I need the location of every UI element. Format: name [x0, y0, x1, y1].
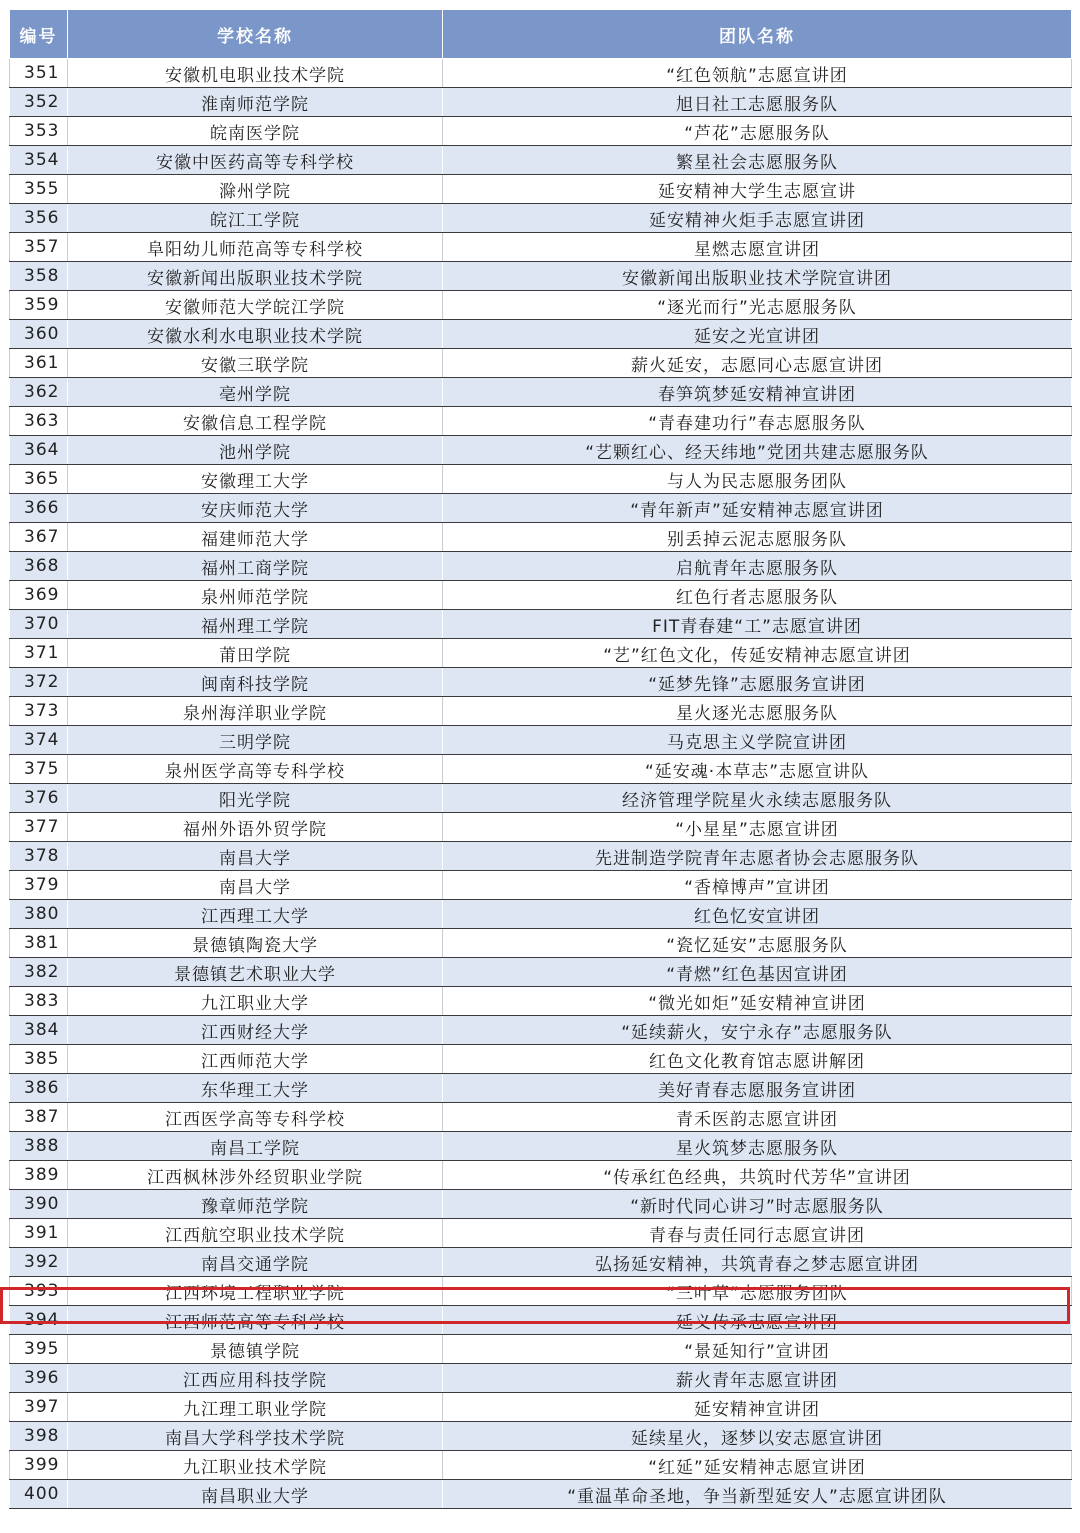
cell-number: 372	[10, 668, 68, 697]
cell-school-name: 江西应用科技学院	[68, 1364, 443, 1393]
table-row	[10, 1364, 1072, 1393]
cell-school-name: 淮南师范学院	[68, 88, 443, 117]
cell-school-name: 江西理工大学	[68, 900, 443, 929]
table-row	[10, 204, 1072, 233]
cell-number: 366	[10, 494, 68, 523]
table-row	[10, 900, 1072, 929]
cell-number: 362	[10, 378, 68, 407]
cell-team-name: “艺颗红心、经天纬地”党团共建志愿服务队	[443, 436, 1072, 465]
cell-school-name: 南昌工学院	[68, 1132, 443, 1161]
table-row	[10, 1132, 1072, 1161]
cell-school-name: 九江职业大学	[68, 987, 443, 1016]
cell-team-name: 别丢掉云泥志愿服务队	[443, 523, 1072, 552]
cell-school-name: 江西师范高等专科学校	[68, 1306, 443, 1335]
cell-school-name: 三明学院	[68, 726, 443, 755]
cell-school-name: 泉州海洋职业学院	[68, 697, 443, 726]
cell-school-name: 南昌大学科学技术学院	[68, 1422, 443, 1451]
cell-team-name: “延续薪火，安宁永存”志愿服务队	[443, 1016, 1072, 1045]
cell-number: 395	[10, 1335, 68, 1364]
cell-team-name: 延安精神大学生志愿宣讲	[443, 175, 1072, 204]
cell-team-name: 与人为民志愿服务团队	[443, 465, 1072, 494]
table-body	[10, 59, 1072, 1509]
cell-team-name: 青春与责任同行志愿宣讲团	[443, 1219, 1072, 1248]
cell-number: 358	[10, 262, 68, 291]
table-row	[10, 146, 1072, 175]
cell-school-name: 江西航空职业技术学院	[68, 1219, 443, 1248]
cell-number: 360	[10, 320, 68, 349]
cell-team-name: 延安之光宣讲团	[443, 320, 1072, 349]
cell-school-name: 安徽三联学院	[68, 349, 443, 378]
cell-school-name: 南昌大学	[68, 871, 443, 900]
cell-team-name: 春笋筑梦延安精神宣讲团	[443, 378, 1072, 407]
table-row	[10, 552, 1072, 581]
cell-school-name: 南昌交通学院	[68, 1248, 443, 1277]
cell-team-name: “景延知行”宣讲团	[443, 1335, 1072, 1364]
cell-team-name: 安徽新闻出版职业技术学院宣讲团	[443, 262, 1072, 291]
cell-number: 386	[10, 1074, 68, 1103]
table-row	[10, 320, 1072, 349]
cell-school-name: 安徽中医药高等专科学校	[68, 146, 443, 175]
cell-school-name: 闽南科技学院	[68, 668, 443, 697]
cell-number: 390	[10, 1190, 68, 1219]
cell-team-name: “红延”延安精神志愿宣讲团	[443, 1451, 1072, 1480]
cell-school-name: 滁州学院	[68, 175, 443, 204]
cell-number: 374	[10, 726, 68, 755]
table-row	[10, 929, 1072, 958]
cell-number: 373	[10, 697, 68, 726]
cell-number: 376	[10, 784, 68, 813]
cell-school-name: 莆田学院	[68, 639, 443, 668]
cell-school-name: 东华理工大学	[68, 1074, 443, 1103]
table-row	[10, 987, 1072, 1016]
cell-team-name: “红色领航”志愿宣讲团	[443, 59, 1072, 88]
table-row	[10, 871, 1072, 900]
cell-school-name: 江西枫林涉外经贸职业学院	[68, 1161, 443, 1190]
table-row	[10, 494, 1072, 523]
table-row	[10, 175, 1072, 204]
cell-school-name: 江西环境工程职业学院	[68, 1277, 443, 1306]
cell-school-name: 泉州师范学院	[68, 581, 443, 610]
cell-school-name: 安庆师范大学	[68, 494, 443, 523]
cell-team-name: FIT青春建“工”志愿宣讲团	[443, 610, 1072, 639]
cell-number: 394	[10, 1306, 68, 1335]
cell-school-name: 江西医学高等专科学校	[68, 1103, 443, 1132]
cell-school-name: 安徽水利水电职业技术学院	[68, 320, 443, 349]
cell-team-name: 星火筑梦志愿服务队	[443, 1132, 1072, 1161]
cell-school-name: 阜阳幼儿师范高等专科学校	[68, 233, 443, 262]
cell-school-name: 亳州学院	[68, 378, 443, 407]
cell-number: 375	[10, 755, 68, 784]
header-row	[10, 10, 1072, 59]
cell-team-name: “瓷忆延安”志愿服务队	[443, 929, 1072, 958]
cell-team-name: “小星星”志愿宣讲团	[443, 813, 1072, 842]
table-row	[10, 1480, 1072, 1509]
table-row	[10, 407, 1072, 436]
cell-team-name: 启航青年志愿服务队	[443, 552, 1072, 581]
table-row	[10, 639, 1072, 668]
cell-school-name: 福建师范大学	[68, 523, 443, 552]
cell-team-name: 马克思主义学院宣讲团	[443, 726, 1072, 755]
cell-team-name: 延续星火，逐梦以安志愿宣讲团	[443, 1422, 1072, 1451]
cell-school-name: 福州工商学院	[68, 552, 443, 581]
cell-school-name: 安徽机电职业技术学院	[68, 59, 443, 88]
cell-team-name: “艺”红色文化，传延安精神志愿宣讲团	[443, 639, 1072, 668]
cell-school-name: 江西师范大学	[68, 1045, 443, 1074]
table-row	[10, 262, 1072, 291]
table-row	[10, 1393, 1072, 1422]
cell-number: 377	[10, 813, 68, 842]
cell-school-name: 安徽新闻出版职业技术学院	[68, 262, 443, 291]
cell-team-name: 旭日社工志愿服务队	[443, 88, 1072, 117]
cell-number: 396	[10, 1364, 68, 1393]
cell-number: 356	[10, 204, 68, 233]
table-row	[10, 784, 1072, 813]
cell-team-name: 美好青春志愿服务宣讲团	[443, 1074, 1072, 1103]
table-row	[10, 291, 1072, 320]
cell-team-name: “青燃”红色基因宣讲团	[443, 958, 1072, 987]
cell-number: 378	[10, 842, 68, 871]
cell-school-name: 阳光学院	[68, 784, 443, 813]
cell-number: 388	[10, 1132, 68, 1161]
table-row	[10, 465, 1072, 494]
table-row	[10, 59, 1072, 88]
cell-number: 382	[10, 958, 68, 987]
cell-team-name: 星火逐光志愿服务队	[443, 697, 1072, 726]
table-row	[10, 117, 1072, 146]
header-school-name: 学校名称	[68, 10, 443, 59]
cell-number: 364	[10, 436, 68, 465]
cell-number: 351	[10, 59, 68, 88]
cell-number: 379	[10, 871, 68, 900]
table-row	[10, 1335, 1072, 1364]
cell-school-name: 九江职业技术学院	[68, 1451, 443, 1480]
table-row	[10, 1219, 1072, 1248]
table-row	[10, 1016, 1072, 1045]
table-row	[10, 581, 1072, 610]
cell-team-name: “三叶草”志愿服务团队	[443, 1277, 1072, 1306]
cell-number: 391	[10, 1219, 68, 1248]
table-row	[10, 1190, 1072, 1219]
table-row	[10, 1451, 1072, 1480]
cell-number: 367	[10, 523, 68, 552]
cell-team-name: “青年新声”延安精神志愿宣讲团	[443, 494, 1072, 523]
cell-team-name: “微光如炬”延安精神宣讲团	[443, 987, 1072, 1016]
table-row	[10, 349, 1072, 378]
cell-number: 385	[10, 1045, 68, 1074]
table-row	[10, 378, 1072, 407]
table-row	[10, 697, 1072, 726]
cell-number: 365	[10, 465, 68, 494]
cell-team-name: 延义传承志愿宣讲团	[443, 1306, 1072, 1335]
cell-number: 359	[10, 291, 68, 320]
cell-team-name: 薪火延安，志愿同心志愿宣讲团	[443, 349, 1072, 378]
cell-school-name: 皖江工学院	[68, 204, 443, 233]
cell-number: 370	[10, 610, 68, 639]
cell-number: 363	[10, 407, 68, 436]
table-row	[10, 1074, 1072, 1103]
cell-number: 355	[10, 175, 68, 204]
cell-school-name: 景德镇艺术职业大学	[68, 958, 443, 987]
cell-team-name: 弘扬延安精神，共筑青春之梦志愿宣讲团	[443, 1248, 1072, 1277]
cell-team-name: 星燃志愿宣讲团	[443, 233, 1072, 262]
cell-school-name: 江西财经大学	[68, 1016, 443, 1045]
cell-number: 354	[10, 146, 68, 175]
cell-school-name: 安徽理工大学	[68, 465, 443, 494]
cell-team-name: “延梦先锋”志愿服务宣讲团	[443, 668, 1072, 697]
table-row	[10, 233, 1072, 262]
table-row	[10, 668, 1072, 697]
header-team-name: 团队名称	[443, 10, 1072, 59]
cell-team-name: 红色忆安宣讲团	[443, 900, 1072, 929]
cell-number: 397	[10, 1393, 68, 1422]
cell-number: 352	[10, 88, 68, 117]
table-header	[10, 10, 1072, 59]
cell-number: 361	[10, 349, 68, 378]
cell-school-name: 景德镇陶瓷大学	[68, 929, 443, 958]
cell-number: 398	[10, 1422, 68, 1451]
cell-team-name: 红色文化教育馆志愿讲解团	[443, 1045, 1072, 1074]
cell-number: 357	[10, 233, 68, 262]
cell-team-name: 先进制造学院青年志愿者协会志愿服务队	[443, 842, 1072, 871]
cell-school-name: 福州外语外贸学院	[68, 813, 443, 842]
cell-number: 389	[10, 1161, 68, 1190]
cell-school-name: 九江理工职业学院	[68, 1393, 443, 1422]
cell-school-name: 池州学院	[68, 436, 443, 465]
table-row	[10, 436, 1072, 465]
table-row	[10, 755, 1072, 784]
cell-team-name: “重温革命圣地，争当新型延安人”志愿宣讲团队	[443, 1480, 1072, 1509]
cell-school-name: 安徽师范大学皖江学院	[68, 291, 443, 320]
cell-number: 371	[10, 639, 68, 668]
cell-team-name: “香樟博声”宣讲团	[443, 871, 1072, 900]
cell-team-name: 繁星社会志愿服务队	[443, 146, 1072, 175]
cell-school-name: 豫章师范学院	[68, 1190, 443, 1219]
cell-team-name: “青春建功行”春志愿服务队	[443, 407, 1072, 436]
cell-team-name: “新时代同心讲习”时志愿服务队	[443, 1190, 1072, 1219]
cell-school-name: 安徽信息工程学院	[68, 407, 443, 436]
table-row	[10, 1306, 1072, 1335]
cell-number: 392	[10, 1248, 68, 1277]
cell-team-name: 红色行者志愿服务队	[443, 581, 1072, 610]
cell-team-name: “传承红色经典，共筑时代芳华”宣讲团	[443, 1161, 1072, 1190]
cell-school-name: 南昌大学	[68, 842, 443, 871]
cell-number: 380	[10, 900, 68, 929]
table-row	[10, 1045, 1072, 1074]
table-row	[10, 1248, 1072, 1277]
cell-number: 393	[10, 1277, 68, 1306]
table-row	[10, 1277, 1072, 1306]
table-row	[10, 1161, 1072, 1190]
cell-team-name: 青禾医韵志愿宣讲团	[443, 1103, 1072, 1132]
cell-team-name: 薪火青年志愿宣讲团	[443, 1364, 1072, 1393]
cell-number: 383	[10, 987, 68, 1016]
cell-team-name: “延安魂·本草志”志愿宣讲队	[443, 755, 1072, 784]
table-row	[10, 1422, 1072, 1451]
cell-number: 381	[10, 929, 68, 958]
team-list-table-container	[9, 9, 1071, 1509]
header-number: 编号	[10, 10, 68, 59]
cell-school-name: 皖南医学院	[68, 117, 443, 146]
table-row	[10, 610, 1072, 639]
cell-number: 400	[10, 1480, 68, 1509]
table-row	[10, 726, 1072, 755]
cell-team-name: 经济管理学院星火永续志愿服务队	[443, 784, 1072, 813]
cell-number: 353	[10, 117, 68, 146]
cell-team-name: “逐光而行”光志愿服务队	[443, 291, 1072, 320]
table-row	[10, 842, 1072, 871]
table-row	[10, 958, 1072, 987]
table-row	[10, 88, 1072, 117]
cell-number: 387	[10, 1103, 68, 1132]
table-row	[10, 813, 1072, 842]
table-row	[10, 1103, 1072, 1132]
cell-number: 369	[10, 581, 68, 610]
cell-team-name: “芦花”志愿服务队	[443, 117, 1072, 146]
cell-number: 384	[10, 1016, 68, 1045]
table-row	[10, 523, 1072, 552]
cell-school-name: 福州理工学院	[68, 610, 443, 639]
cell-school-name: 南昌职业大学	[68, 1480, 443, 1509]
cell-number: 368	[10, 552, 68, 581]
cell-team-name: 延安精神宣讲团	[443, 1393, 1072, 1422]
cell-school-name: 泉州医学高等专科学校	[68, 755, 443, 784]
cell-team-name: 延安精神火炬手志愿宣讲团	[443, 204, 1072, 233]
team-list-table	[9, 9, 1072, 1509]
cell-school-name: 景德镇学院	[68, 1335, 443, 1364]
cell-number: 399	[10, 1451, 68, 1480]
